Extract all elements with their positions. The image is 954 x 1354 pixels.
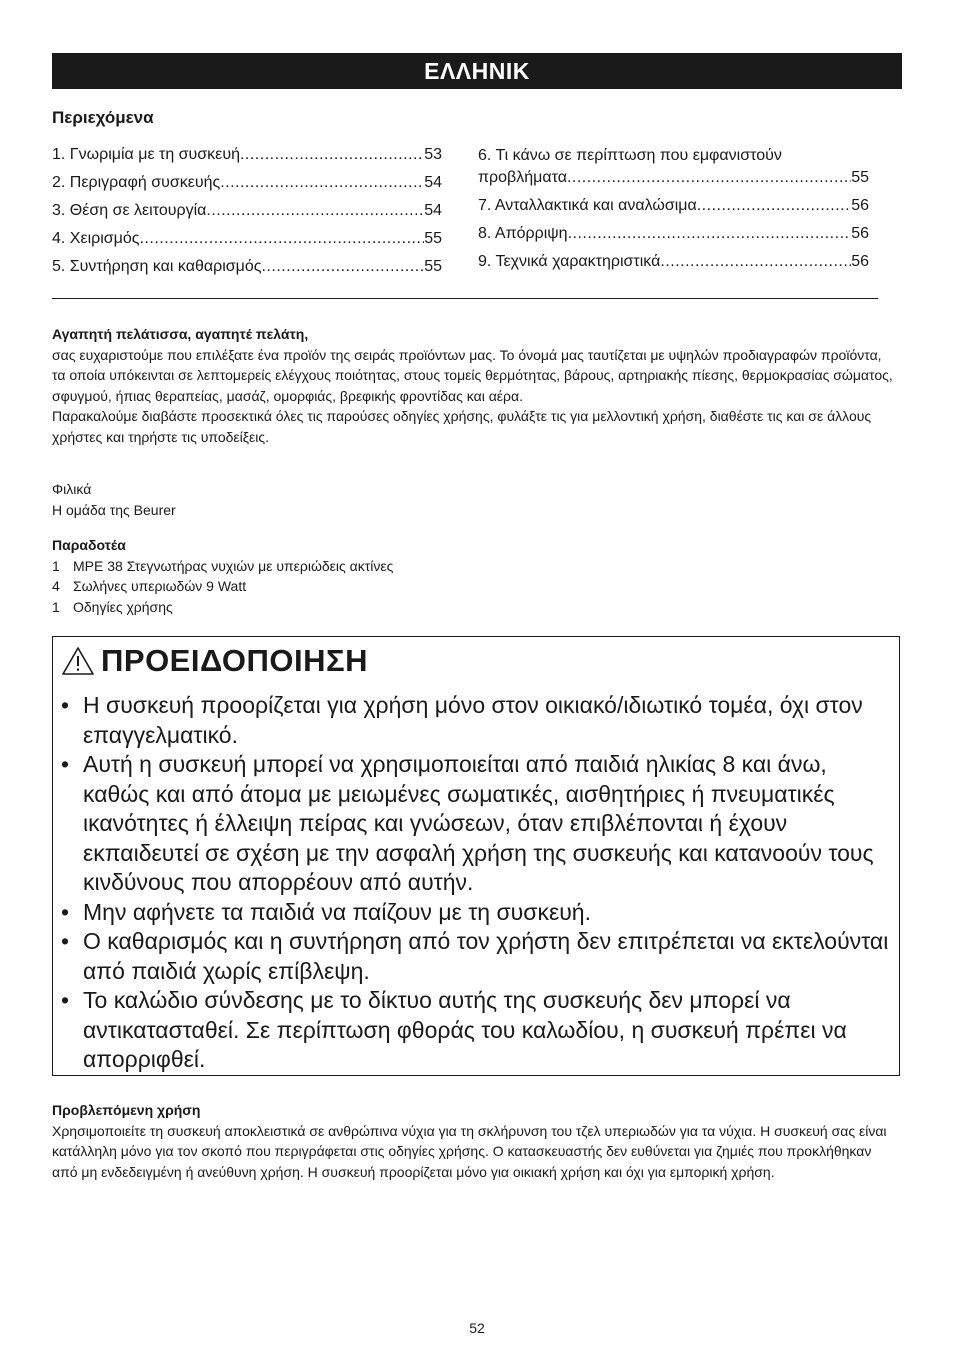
warning-list bbox=[61, 691, 896, 1075]
toc-leader-dots bbox=[261, 257, 424, 277]
toc-entry-label: 2. Περιγραφή συσκευής bbox=[52, 174, 221, 191]
warning-item: • Ο καθαρισμός και η συντήρηση από τον χρήστη δεν επιτρέπεται να εκτελούνται από παιδιά χωρίς επίβλεψη. bbox=[61, 927, 896, 986]
toc-leader-dots bbox=[240, 145, 424, 165]
intro-paragraph: Παρακαλούμε διαβάστε προσεκτικά όλες τις παρούσες οδηγίες χρήσης, φυλάξτε τις για μελλοντική χρήση, διαθέστε τις και σε άλλους χρήστες και τηρήστε τις υποδείξεις. bbox=[52, 408, 872, 445]
toc-entry-page: 55 bbox=[424, 258, 442, 275]
toc-entry-label: 4. Χειρισμός bbox=[52, 230, 140, 247]
toc-entry[interactable] bbox=[478, 223, 869, 251]
intro-paragraph: σας ευχαριστούμε που επιλέξατε ένα προϊόν της σειράς προϊόντων μας. Το όνομά μας ταυτίζεται με υψηλών προδιαγραφών προϊόντα, τα οποία υπόκεινται σε λεπτομερείς ελέγχους ποιότητας, στους τομείς θερμότητας, βάρους, αρτηριακής πίεσης, θερμοκρασίας σώματος, σφυγμού, ήπιας θεραπείας, μασάζ, ομορφιάς, βρεφικής φροντίδας και αέρα. bbox=[52, 346, 893, 404]
warning-box bbox=[52, 636, 900, 1076]
toc-entry-page: 54 bbox=[424, 202, 442, 219]
salutation: Αγαπητή πελάτισσα, αγαπητέ πελάτη, bbox=[52, 326, 309, 342]
toc-leader-dots bbox=[140, 229, 425, 249]
supply-section bbox=[52, 535, 393, 617]
toc-leader-dots bbox=[660, 251, 851, 273]
warning-item: • Η συσκευή προορίζεται για χρήση μόνο στον οικιακό/ιδιωτικό τομέα, όχι στον επαγγελματικό. bbox=[61, 691, 896, 750]
toc-leader-dots bbox=[567, 167, 851, 189]
toc-entry-page: 55 bbox=[851, 169, 869, 186]
toc-entry[interactable] bbox=[52, 257, 442, 285]
supply-item bbox=[52, 576, 393, 597]
toc-right-column bbox=[478, 145, 869, 279]
toc-entry[interactable] bbox=[478, 167, 869, 195]
warning-title: ΠΡΟΕΙΔΟΠΟΙΗΣΗ bbox=[101, 643, 369, 678]
supply-qty: 4 bbox=[52, 578, 60, 594]
language-header: ΕΛΛΗΝΙΚ bbox=[52, 53, 902, 89]
page-number: 52 bbox=[469, 1320, 485, 1336]
intended-use-text: Χρησιμοποιείτε τη συσκευή αποκλειστικά σε ανθρώπινα νύχια για τη σκλήρυνση του τζελ υπεριωδών για τα νύχια. Η συσκευή σας είναι κατάλληλη μόνο για τον σκοπό που περιγράφεται στις οδηγίες χρήσης. Ο κατασκευαστής δεν ευθύνεται για ζημιές που προκλήθηκαν από μη ενδεδειγμένη ή ανεύθυνη χρήση. Η συσκευή προορίζεται μόνο για οικιακή χρήση και όχι για εμπορική χρήση. bbox=[52, 1122, 887, 1180]
toc-leader-dots bbox=[220, 173, 424, 193]
toc-entry-label: 1. Γνωριμία με τη συσκευή bbox=[52, 146, 240, 163]
toc-entry-page: 56 bbox=[851, 225, 869, 242]
toc-entry[interactable] bbox=[52, 201, 442, 229]
toc-entry-label: 9. Τεχνικά χαρακτηριστικά bbox=[478, 253, 661, 270]
warning-item: • Μην αφήνετε τα παιδιά να παίζουν με τη συσκευή. bbox=[61, 898, 896, 928]
toc-entry-label: 3. Θέση σε λειτουργία bbox=[52, 202, 207, 219]
toc-entry[interactable] bbox=[478, 251, 869, 279]
toc-entry-label-first-line[interactable]: 6. Τι κάνω σε περίπτωση που εμφανιστούν bbox=[478, 147, 782, 164]
toc-entry-page: 56 bbox=[851, 253, 869, 270]
toc-entry-label: 5. Συντήρηση και καθαρισμός bbox=[52, 258, 262, 275]
toc-entry-label: 7. Ανταλλακτικά και αναλώσιμα bbox=[478, 197, 697, 214]
supply-item bbox=[52, 597, 393, 618]
warning-item: • Αυτή η συσκευή μπορεί να χρησιμοποιείται από παιδιά ηλικίας 8 και άνω, καθώς και από άτομα με μειωμένες σωματικές, αισθητήριες ή πνευματικές ικανότητες ή έλλειψη πείρας και γνώσεων, όταν επιβλέπονται ή έχουν εκπαιδευτεί σε σχέση με την ασφαλή χρήση της συσκευής και κατανοούν τους κινδύνους που απορρέουν από αυτήν. bbox=[61, 750, 896, 898]
signoff bbox=[52, 479, 176, 521]
intended-use-title: Προβλεπόμενη χρήση bbox=[52, 1102, 201, 1118]
toc-entry[interactable] bbox=[478, 195, 869, 223]
toc-left-column bbox=[52, 145, 442, 285]
supply-qty: 1 bbox=[52, 557, 60, 574]
toc-leader-dots bbox=[568, 223, 852, 245]
warning-heading bbox=[61, 643, 368, 679]
intended-use-section bbox=[52, 1100, 897, 1182]
toc-entry-label: 8. Απόρριψη bbox=[478, 225, 568, 242]
supply-text: Οδηγίες χρήσης bbox=[73, 598, 173, 615]
toc-entry[interactable] bbox=[52, 145, 442, 173]
toc-divider bbox=[52, 298, 878, 299]
toc-entry[interactable] bbox=[52, 173, 442, 201]
supply-text: MPE 38 Στεγνωτήρας νυχιών με υπεριώδεις ακτίνες bbox=[73, 557, 394, 574]
toc-entry-page: 55 bbox=[424, 230, 442, 247]
toc-entry[interactable] bbox=[52, 229, 442, 257]
toc-entry-page: 53 bbox=[424, 146, 442, 163]
supply-item bbox=[52, 556, 393, 577]
signoff-line: Φιλικά bbox=[52, 481, 92, 497]
warning-item: • Το καλώδιο σύνδεσης με το δίκτυο αυτής της συσκευής δεν μπορεί να αντικατασταθεί. Σε περίπτωση φθοράς του καλωδίου, η συσκευή πρέπει να απορριφθεί. bbox=[61, 986, 896, 1075]
supply-qty: 1 bbox=[52, 598, 60, 615]
toc-leader-dots bbox=[206, 201, 424, 221]
signoff-line: Η ομάδα της Beurer bbox=[52, 502, 176, 518]
warning-triangle-icon bbox=[61, 646, 95, 676]
supply-text: Σωλήνες υπεριωδών 9 Watt bbox=[73, 578, 247, 594]
toc-entry-label: προβλήματα bbox=[478, 169, 567, 186]
toc-leader-dots bbox=[697, 195, 851, 217]
toc-entry-page: 56 bbox=[851, 197, 869, 214]
toc-entry-page: 54 bbox=[424, 174, 442, 191]
toc-title: Περιεχόμενα bbox=[52, 108, 154, 127]
supply-title: Παραδοτέα bbox=[52, 537, 126, 553]
intro-section bbox=[52, 324, 897, 447]
